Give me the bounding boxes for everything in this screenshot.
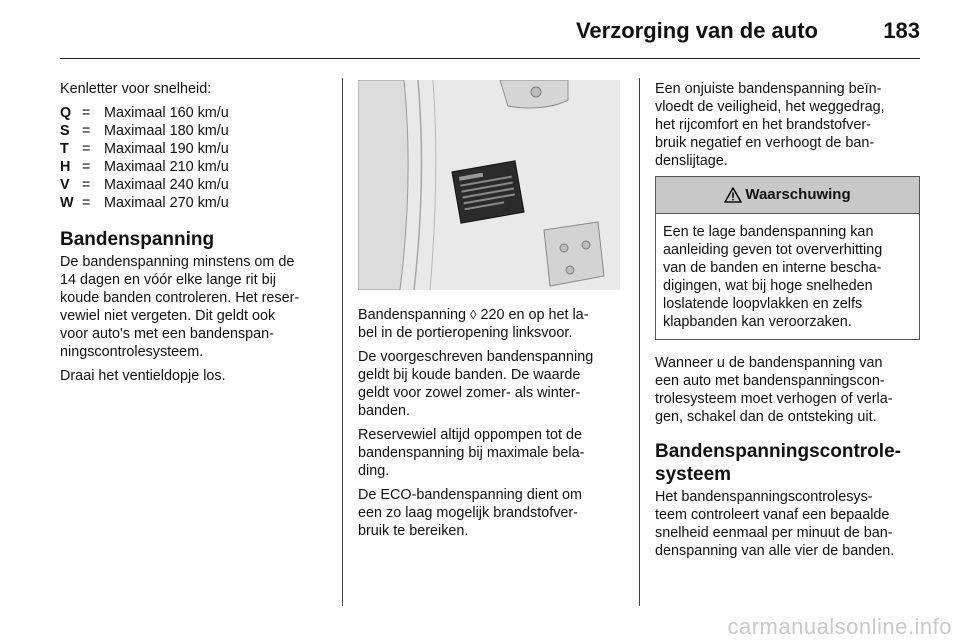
column-right: [655, 80, 920, 566]
paragraph: Draai het ventieldopje los.: [60, 368, 226, 384]
speed-code-letter: T: [60, 141, 69, 157]
speed-code-equals: =: [82, 141, 91, 157]
page-number: 183: [883, 18, 920, 43]
figure-caption: [358, 306, 620, 342]
paragraph: De voorgeschreven bandenspanning geldt bij koude banden. De waarde geldt voor zowel zomer- als winter- banden.: [358, 349, 594, 419]
speed-code-row: [60, 104, 328, 122]
speed-code-letter: S: [60, 123, 70, 139]
speed-code-value: Maximaal 160 km/u: [104, 105, 229, 121]
speed-code-letter: W: [60, 195, 74, 211]
page-title: Verzorging van de auto: [575, 18, 818, 43]
page-ref-arrow-icon: ◊: [470, 307, 477, 322]
watermark: carmanualsonline.info: [727, 614, 952, 639]
speed-code-row: [60, 176, 328, 194]
paragraph: Het bandenspanningscontrolesys- teem controleert vanaf een bepaalde snelheid eenmaal per minuut de ban- denspanning van alle vier de banden.: [655, 489, 895, 559]
speed-code-value: Maximaal 190 km/u: [104, 141, 229, 157]
caption-text: Bandenspanning: [358, 307, 471, 323]
warning-header: [656, 177, 919, 214]
warning-text: Een te lage bandenspanning kan aanleiding geven tot oververhitting van de banden en interne bescha- digingen, wat bij hoge snelheden loslatende loopvlakken en zelfs klapbanden kan veroorzaken.: [663, 224, 883, 330]
speed-code-row: [60, 140, 328, 158]
speed-code-value: Maximaal 210 km/u: [104, 159, 229, 175]
paragraph: Wanneer u de bandenspanning van een auto met bandenspanningscon- trolesysteem moet verhogen of verla- gen, schakel dan de ontsteking uit.: [655, 355, 893, 425]
speed-code-letter: Q: [60, 105, 72, 121]
header-divider: [60, 58, 920, 59]
paragraph: De ECO-bandenspanning dient om een zo laag mogelijk brandstofver- bruik te bereiken.: [358, 487, 582, 539]
speed-code-letter: V: [60, 177, 70, 193]
speed-code-letter: H: [60, 159, 71, 175]
speed-code-row: [60, 194, 328, 212]
door-opening-drawing: [358, 80, 620, 290]
speed-code-equals: =: [82, 177, 91, 193]
speed-intro: Kenletter voor snelheid:: [60, 81, 212, 97]
speed-code-row: [60, 158, 328, 176]
section-heading: Bandenspanningscontrole- systeem: [655, 441, 901, 485]
paragraph: Een onjuiste bandenspanning beïn- vloedt de veiligheid, het weggedrag, het rijcomfort en het brandstofver- bruik negatief en verhoogt de ban- denslijtage.: [655, 81, 885, 169]
speed-code-equals: =: [82, 123, 91, 139]
speed-code-equals: =: [82, 159, 91, 175]
speed-code-equals: =: [82, 105, 91, 121]
warning-box: [655, 176, 920, 340]
paragraph: De bandenspanning minstens om de 14 dagen en vóór elke lange rit bij koude banden controleren. Het reser- vewiel niet vergeten. Dit geldt ook voor auto's met een bandenspan- ningscontrolesysteem.: [60, 254, 300, 360]
column-divider: [342, 78, 343, 606]
speed-code-list: [60, 104, 328, 212]
door-label-illustration: [358, 80, 620, 290]
column-left: [60, 80, 328, 391]
paragraph: Reservewiel altijd oppompen tot de bandenspanning bij maximale bela- ding.: [358, 427, 585, 479]
column-divider: [639, 78, 640, 606]
caption-text: 220 en op het la- bel in de portieropening linksvoor.: [358, 307, 589, 341]
speed-code-value: Maximaal 270 km/u: [104, 195, 229, 211]
warning-title: Waarschuwing: [745, 186, 851, 203]
warning-triangle-icon: [724, 187, 742, 203]
section-heading: Bandenspanning: [60, 229, 215, 250]
column-middle: [358, 80, 620, 546]
speed-code-row: [60, 122, 328, 140]
speed-code-value: Maximaal 240 km/u: [104, 177, 229, 193]
speed-code-equals: =: [82, 195, 91, 211]
speed-code-value: Maximaal 180 km/u: [104, 123, 229, 139]
